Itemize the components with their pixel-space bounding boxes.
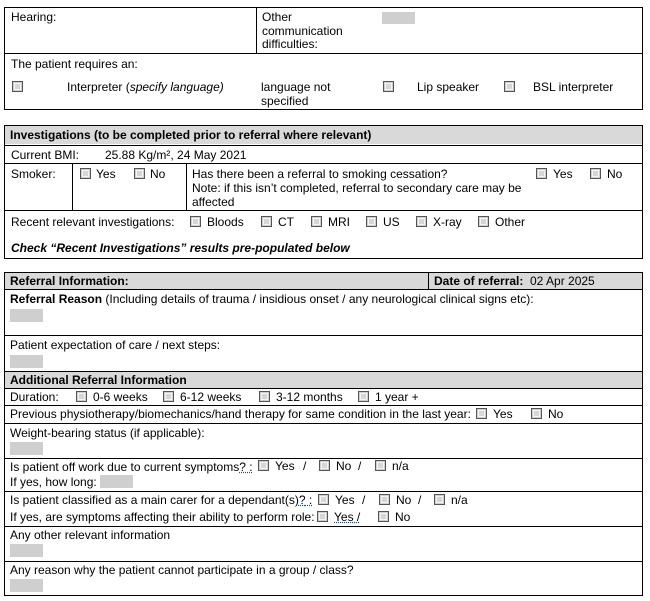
expectation-label: Patient expectation of care / next steps: xyxy=(10,338,221,352)
carer-no-label: No xyxy=(396,493,412,507)
other-comm-label: communication xyxy=(262,24,343,38)
divider xyxy=(4,289,643,290)
previous-therapy-question: Previous physiotherapy/biomechanics/hand therapy for same condition in the last year: xyxy=(10,407,471,421)
how-long-field[interactable] xyxy=(100,475,133,488)
other-comm-label: difficulties: xyxy=(262,37,318,51)
previous-no-checkbox[interactable] xyxy=(531,408,542,419)
referral-header: Referral Information: xyxy=(10,274,129,288)
divider xyxy=(4,163,643,164)
cessation-yes-label: Yes xyxy=(553,167,573,181)
separator: / xyxy=(303,459,307,473)
divider xyxy=(4,423,643,424)
cessation-note: affected xyxy=(192,195,235,209)
duration-label: Duration: xyxy=(10,390,59,404)
smoker-no-checkbox[interactable] xyxy=(134,168,145,179)
carer-question: Is patient classified as a main carer for a dependant(s)? : xyxy=(10,493,313,507)
how-long-label: If yes, how long: xyxy=(10,475,97,489)
symptoms-no-label: No xyxy=(395,510,411,524)
divider xyxy=(4,491,643,492)
divider xyxy=(4,405,643,406)
smoker-yes-checkbox[interactable] xyxy=(80,168,91,179)
mri-label: MRI xyxy=(328,215,350,229)
carer-no-checkbox[interactable] xyxy=(379,494,390,505)
weight-bearing-field[interactable] xyxy=(10,442,43,455)
cessation-no-label: No xyxy=(607,167,623,181)
weight-bearing-label: Weight-bearing status (if applicable): xyxy=(10,426,205,440)
off-work-na-checkbox[interactable] xyxy=(375,460,386,471)
bloods-checkbox[interactable] xyxy=(190,216,201,227)
divider xyxy=(4,210,643,211)
carer-na-label: n/a xyxy=(451,493,468,507)
separator: / xyxy=(358,459,362,473)
smoker-yes-label: Yes xyxy=(96,167,116,181)
duration-1-year-checkbox[interactable] xyxy=(358,391,369,402)
other-info-field[interactable] xyxy=(10,544,43,557)
carer-na-checkbox[interactable] xyxy=(434,494,445,505)
off-work-no-label: No xyxy=(336,459,352,473)
divider xyxy=(186,163,187,211)
other-checkbox[interactable] xyxy=(478,216,489,227)
off-work-na-label: n/a xyxy=(392,459,409,473)
referral-reason-field[interactable] xyxy=(10,309,43,322)
expectation-field[interactable] xyxy=(10,355,43,368)
bmi-label: Current BMI: xyxy=(11,148,80,162)
duration-0-6-label: 0-6 weeks xyxy=(93,390,148,404)
off-work-yes-label: Yes xyxy=(275,459,295,473)
duration-3-12-checkbox[interactable] xyxy=(259,391,270,402)
mri-checkbox[interactable] xyxy=(311,216,322,227)
cessation-note: Note: if this isn’t completed, referral to secondary care may be xyxy=(192,181,522,195)
other-label: Other xyxy=(495,215,526,229)
bsl-label: BSL interpreter xyxy=(533,80,614,94)
divider xyxy=(4,388,643,389)
other-info-label: Any other relevant information xyxy=(10,528,171,542)
hearing-label: Hearing: xyxy=(11,10,57,24)
divider xyxy=(4,371,643,372)
us-checkbox[interactable] xyxy=(366,216,377,227)
lip-speaker-checkbox[interactable] xyxy=(383,81,394,92)
cessation-no-checkbox[interactable] xyxy=(590,168,601,179)
duration-6-12-checkbox[interactable] xyxy=(163,391,174,402)
symptoms-no-checkbox[interactable] xyxy=(378,511,389,522)
previous-no-label: No xyxy=(548,407,564,421)
xray-checkbox[interactable] xyxy=(416,216,427,227)
separator: / xyxy=(418,493,422,507)
divider xyxy=(4,526,643,527)
referral-reason-label: Referral Reason (Including details of trauma / insidious onset / any neurological clinical signs etc): xyxy=(10,292,534,306)
carer-yes-label: Yes xyxy=(335,493,355,507)
divider xyxy=(72,163,73,211)
interpreter-checkbox[interactable] xyxy=(12,81,23,92)
divider xyxy=(4,458,643,459)
duration-0-6-checkbox[interactable] xyxy=(76,391,87,402)
group-class-field[interactable] xyxy=(10,579,43,592)
ct-label: CT xyxy=(278,215,294,229)
divider xyxy=(4,335,643,336)
group-class-question: Any reason why the patient cannot participate in a group / class? xyxy=(10,563,354,577)
previous-yes-label: Yes xyxy=(493,407,513,421)
investigations-header: Investigations (to be completed prior to referral where relevant) xyxy=(10,128,372,142)
date-of-referral-value: 02 Apr 2025 xyxy=(530,274,595,288)
off-work-question: Is patient off work due to current symptoms? : xyxy=(10,460,253,474)
duration-3-12-label: 3-12 months xyxy=(276,390,343,404)
bmi-value: 25.88 Kg/m², 24 May 2021 xyxy=(105,148,247,162)
carer-yes-checkbox[interactable] xyxy=(318,494,329,505)
divider xyxy=(4,561,643,562)
ct-checkbox[interactable] xyxy=(261,216,272,227)
previous-yes-checkbox[interactable] xyxy=(476,408,487,419)
divider xyxy=(4,53,643,54)
bsl-checkbox[interactable] xyxy=(504,81,515,92)
other-comm-field[interactable] xyxy=(382,12,415,24)
recent-investigations-label: Recent relevant investigations: xyxy=(11,215,175,229)
xray-label: X-ray xyxy=(433,215,462,229)
bloods-label: Bloods xyxy=(207,215,244,229)
date-of-referral-label: Date of referral: xyxy=(434,274,524,288)
cessation-yes-checkbox[interactable] xyxy=(536,168,547,179)
other-comm-label: Other xyxy=(262,10,293,24)
smoker-no-label: No xyxy=(150,167,166,181)
duration-6-12-label: 6-12 weeks xyxy=(180,390,242,404)
smoker-label: Smoker: xyxy=(11,167,56,181)
symptoms-yes-label: Yes / xyxy=(334,510,361,524)
symptoms-yes-checkbox[interactable] xyxy=(317,511,328,522)
language-not-specified-label: language not xyxy=(261,80,331,94)
check-note: Check “Recent Investigations” results pre-populated below xyxy=(11,241,350,255)
us-label: US xyxy=(383,215,400,229)
divider xyxy=(428,272,429,290)
symptoms-affecting-question: If yes, are symptoms affecting their ability to perform role: xyxy=(10,510,315,524)
duration-1-year-label: 1 year + xyxy=(375,390,419,404)
separator: / xyxy=(362,493,366,507)
additional-info-header: Additional Referral Information xyxy=(10,373,187,387)
language-not-specified-label: specified xyxy=(261,94,309,108)
requires-label: The patient requires an: xyxy=(11,57,138,71)
off-work-yes-checkbox[interactable] xyxy=(258,460,269,471)
off-work-no-checkbox[interactable] xyxy=(319,460,330,471)
divider xyxy=(256,7,257,54)
cessation-question: Has there been a referral to smoking cessation? xyxy=(192,167,448,181)
lip-speaker-label: Lip speaker xyxy=(417,80,480,94)
interpreter-label: Interpreter (specify language) xyxy=(67,80,224,94)
divider xyxy=(4,145,643,146)
